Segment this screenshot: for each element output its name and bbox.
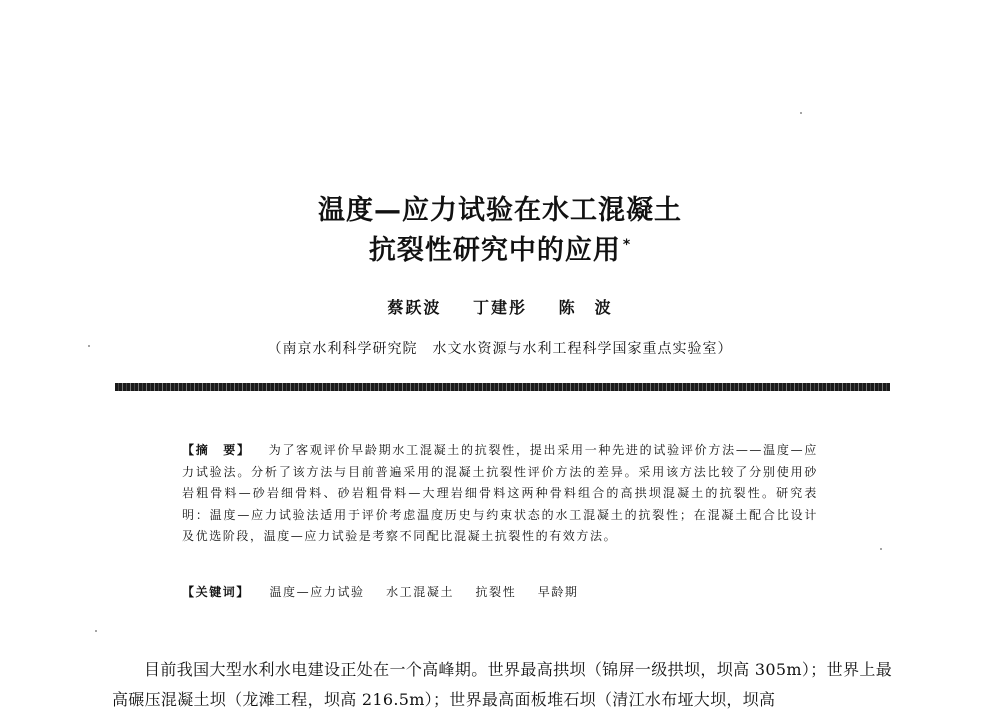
paper-title-line-2 [0, 228, 1000, 267]
keyword: 抗裂性 [475, 585, 517, 599]
keywords-label: 【关键词】 [182, 585, 251, 599]
author-name: 陈 波 [558, 298, 613, 317]
keyword: 水工混凝土 [386, 585, 455, 599]
keyword: 早龄期 [537, 585, 579, 599]
author-list [0, 295, 1000, 318]
paper-title-line-1: 温度—应力试验在水工混凝土 [318, 195, 682, 226]
author-name: 丁建彤 [472, 298, 527, 317]
scan-speck [88, 345, 90, 347]
abstract-block [182, 440, 818, 548]
abstract-text: 为了客观评价早龄期水工混凝土的抗裂性，提出采用一种先进的试验评价方法——温度—应力试验法。分析了该方法与目前普遍采用的混凝土抗裂性评价方法的差异。采用该方法比较了分别使用砂岩粗骨料—砂岩细骨料、砂岩粗骨料—大理岩细骨料这两种骨料组合的高拱坝混凝土的抗裂性。研究表明：温度—应力试验法适用于评价考虑温度历史与约束状态的水工混凝土的抗裂性；在混凝土配合比设计及优选阶段，温度—应力试验是考察不同配比混凝土抗裂性的有效方法。 [182, 443, 818, 543]
keyword: 温度—应力试验 [269, 585, 365, 599]
scan-speck [800, 112, 802, 114]
body-paragraph: 目前我国大型水利水电建设正处在一个高峰期。世界最高拱坝（锦屏一级拱坝，坝高 305m）；世界上最高碾压混凝土坝（龙滩工程，坝高 216.5m）；世界最高面板堆石坝（清江水布垭大坝，坝高 [112, 660, 892, 709]
scan-speck [95, 630, 97, 632]
title-line-2-text: 抗裂性研究中的应用 [368, 235, 621, 266]
author-affiliation: （南京水利科学研究院 水文水资源与水利工程科学国家重点实验室） [267, 341, 733, 357]
header-divider-rule [115, 383, 890, 391]
author-name: 蔡跃波 [387, 298, 442, 317]
keywords-block [182, 583, 818, 600]
scan-speck [880, 548, 882, 550]
title-footnote-mark: * [622, 237, 632, 253]
abstract-label: 【摘 要】 [182, 443, 251, 457]
